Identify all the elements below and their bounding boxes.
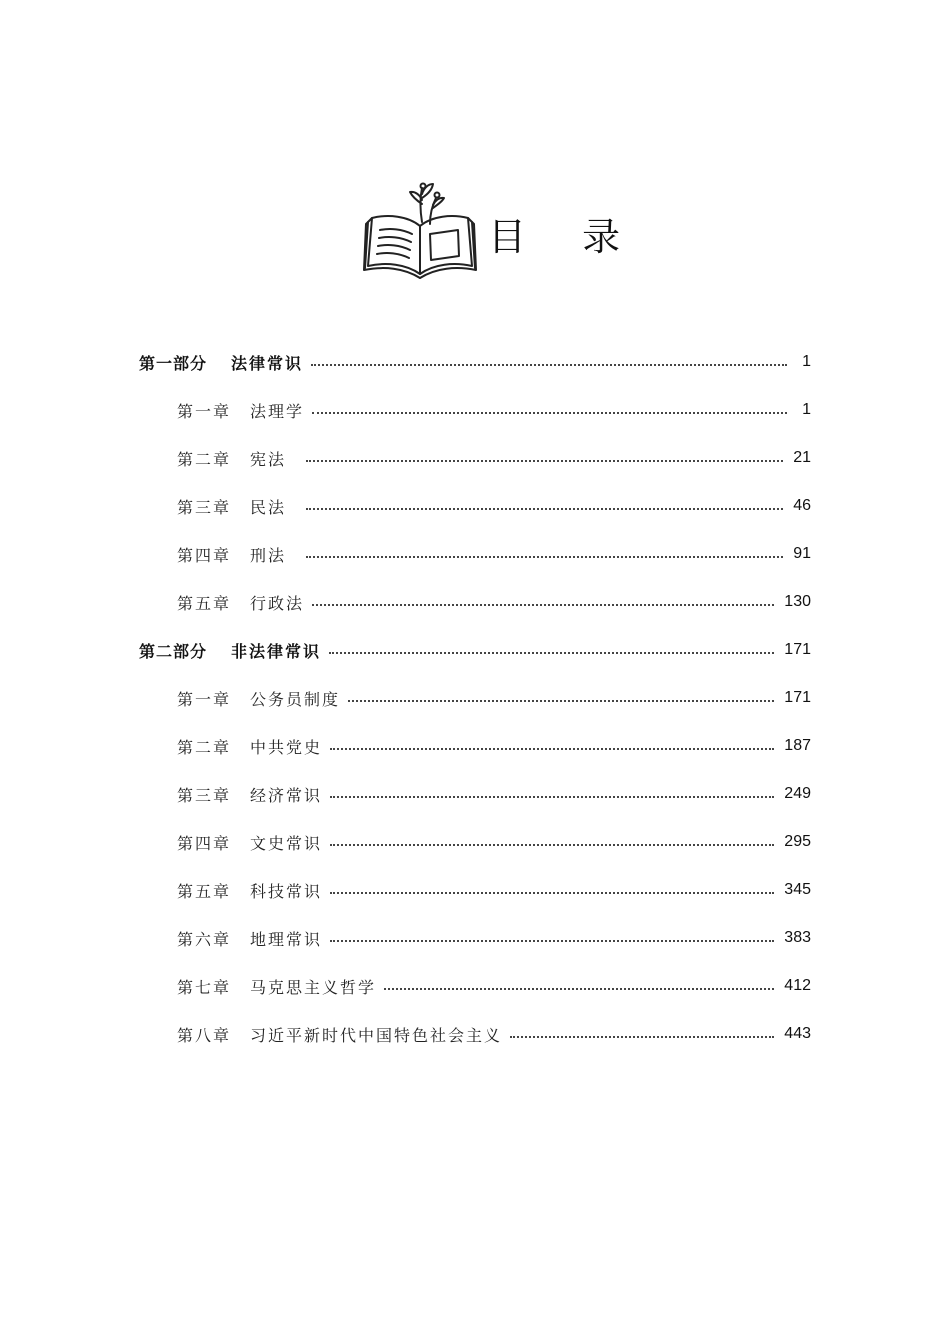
- page-number: 130: [784, 593, 811, 610]
- toc-chapter-row[interactable]: [177, 674, 811, 722]
- dot-leader: [330, 747, 774, 750]
- chapter-title: 科技常识: [250, 881, 323, 901]
- page-number: 1: [802, 401, 811, 418]
- chapter-number: 第二章: [177, 449, 232, 469]
- chapter-title: 中共党史: [250, 737, 323, 757]
- open-book-sprout-icon: [362, 178, 480, 282]
- page-number: 443: [784, 1025, 811, 1042]
- toc-chapter-row[interactable]: [177, 434, 811, 482]
- chapter-title: 公务员制度: [250, 689, 341, 709]
- page-number: 383: [784, 929, 811, 946]
- page-number: 1: [802, 353, 811, 370]
- toc-part-row[interactable]: [139, 338, 811, 386]
- dot-leader: [330, 795, 774, 798]
- page-title: 目 录: [488, 215, 643, 259]
- part-number: 第二部分: [139, 641, 208, 661]
- page-number: 171: [784, 641, 811, 658]
- chapter-title: 马克思主义哲学: [250, 977, 377, 997]
- page-number: 46: [793, 497, 811, 514]
- dot-leader: [348, 699, 774, 702]
- chapter-number: 第一章: [177, 689, 232, 709]
- chapter-title: 地理常识: [250, 929, 323, 949]
- page-number: 345: [784, 881, 811, 898]
- chapter-title: 民法: [250, 497, 287, 517]
- toc-chapter-row[interactable]: [177, 578, 811, 626]
- toc-chapter-row[interactable]: [177, 770, 811, 818]
- page-number: 412: [784, 977, 811, 994]
- toc-chapter-row[interactable]: [177, 386, 811, 434]
- chapter-number: 第六章: [177, 929, 232, 949]
- dot-leader: [330, 891, 774, 894]
- page-number: 171: [784, 689, 811, 706]
- chapter-title: 文史常识: [250, 833, 323, 853]
- dot-leader: [312, 603, 774, 606]
- dot-leader: [330, 939, 774, 942]
- page-number: 21: [793, 449, 811, 466]
- chapter-number: 第三章: [177, 497, 232, 517]
- toc-part-row[interactable]: [139, 626, 811, 674]
- dot-leader: [306, 507, 783, 510]
- chapter-title: 行政法: [250, 593, 305, 613]
- page-number: 91: [793, 545, 811, 562]
- toc-chapter-row[interactable]: [177, 530, 811, 578]
- dot-leader: [311, 363, 787, 366]
- chapter-number: 第二章: [177, 737, 232, 757]
- chapter-number: 第三章: [177, 785, 232, 805]
- chapter-number: 第八章: [177, 1025, 232, 1045]
- chapter-title: 刑法: [250, 545, 287, 565]
- dot-leader: [306, 459, 783, 462]
- chapter-number: 第五章: [177, 881, 232, 901]
- dot-leader: [312, 411, 787, 414]
- toc-header: [0, 178, 950, 288]
- chapter-number: 第一章: [177, 401, 232, 421]
- part-number: 第一部分: [139, 353, 208, 373]
- dot-leader: [329, 651, 774, 654]
- toc-chapter-row[interactable]: [177, 818, 811, 866]
- dot-leader: [330, 843, 774, 846]
- chapter-number: 第四章: [177, 545, 232, 565]
- dot-leader: [384, 987, 774, 990]
- chapter-title: 经济常识: [250, 785, 323, 805]
- page-number: 249: [784, 785, 811, 802]
- toc-chapter-row[interactable]: [177, 482, 811, 530]
- chapter-number: 第五章: [177, 593, 232, 613]
- toc-chapter-row[interactable]: [177, 1010, 811, 1058]
- part-title: 非法律常识: [231, 641, 322, 661]
- chapter-number: 第七章: [177, 977, 232, 997]
- dot-leader: [510, 1035, 774, 1038]
- page-number: 295: [784, 833, 811, 850]
- toc-chapter-row[interactable]: [177, 722, 811, 770]
- chapter-title: 法理学: [250, 401, 305, 421]
- toc-chapter-row[interactable]: [177, 866, 811, 914]
- part-title: 法律常识: [231, 353, 304, 373]
- toc-chapter-row[interactable]: [177, 962, 811, 1010]
- chapter-title: 习近平新时代中国特色社会主义: [250, 1025, 503, 1045]
- chapter-number: 第四章: [177, 833, 232, 853]
- toc-chapter-row[interactable]: [177, 914, 811, 962]
- chapter-title: 宪法: [250, 449, 287, 469]
- page-number: 187: [784, 737, 811, 754]
- dot-leader: [306, 555, 783, 558]
